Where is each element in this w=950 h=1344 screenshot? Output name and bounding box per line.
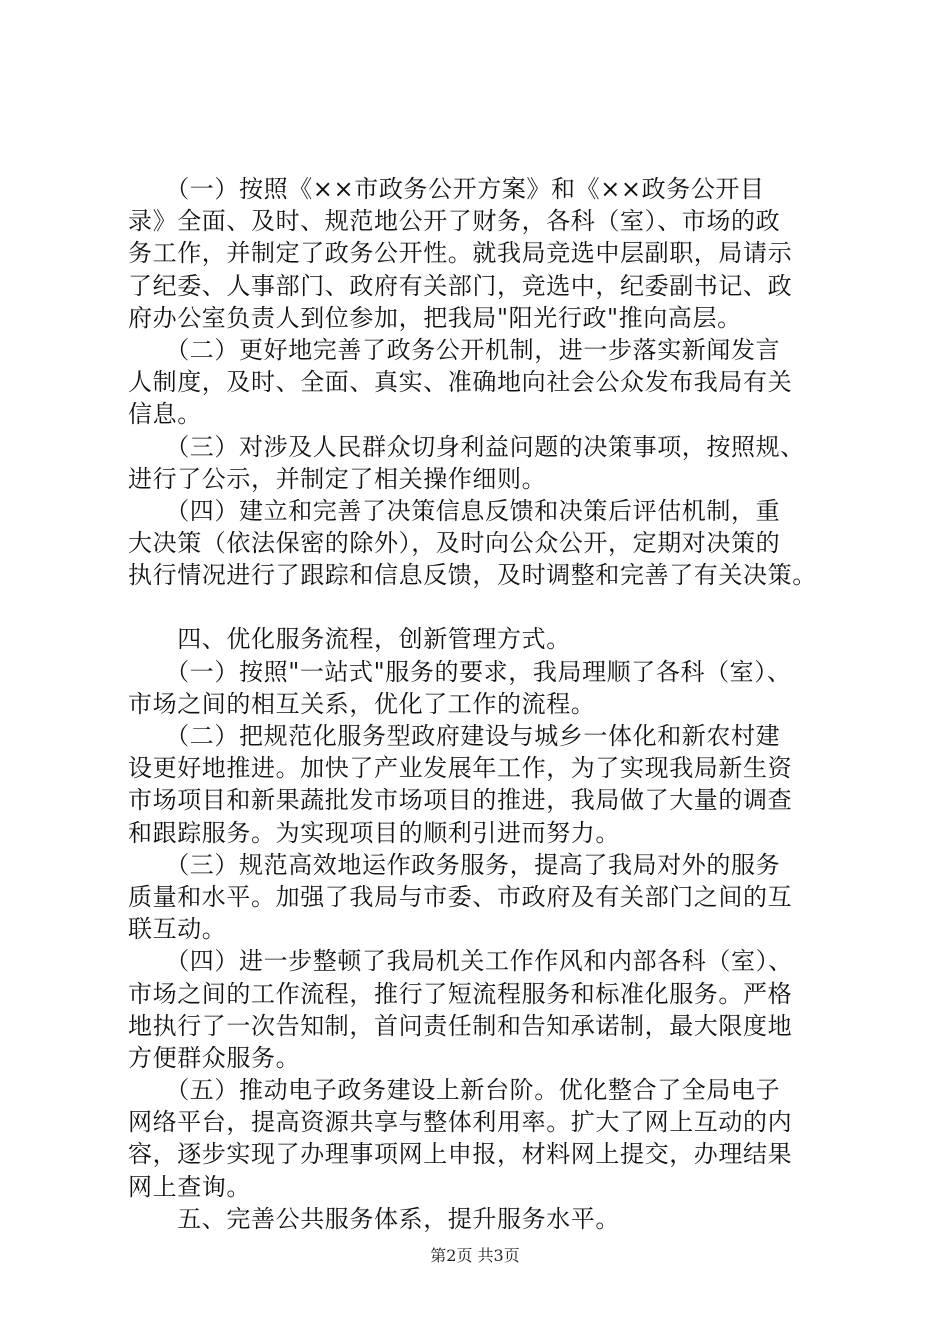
text-line: 和跟踪服务。为实现项目的顺利引进而努力。 bbox=[128, 818, 620, 847]
text-line: 务工作，并制定了政务公开性。就我局竞选中层副职，局请示 bbox=[128, 239, 793, 268]
text-line: （三）对涉及人民群众切身利益问题的决策事项，按照规、 bbox=[128, 432, 805, 461]
text-line: （一）按照"一站式"服务的要求，我局理顺了各科（室）、 bbox=[128, 657, 792, 686]
text-line: 地执行了一次告知制，首问责任制和告知承诺制，最大限度地 bbox=[128, 1011, 793, 1040]
text-line: 人制度，及时、全面、真实、准确地向社会公众发布我局有关 bbox=[128, 368, 793, 397]
text-line: 执行情况进行了跟踪和信息反馈，及时调整和完善了有关决策。 bbox=[128, 561, 817, 590]
text-line: 大决策（依法保密的除外），及时向公众公开，定期对决策的 bbox=[128, 529, 781, 558]
text-line: （四）进一步整顿了我局机关工作作风和内部各科（室）、 bbox=[128, 947, 793, 976]
paragraph-gap bbox=[128, 591, 836, 623]
text-line: 设更好地推进。加快了产业发展年工作，为了实现我局新生资 bbox=[128, 754, 793, 783]
text-line: （二）更好地完善了政务公开机制，进一步落实新闻发言 bbox=[128, 335, 781, 364]
text-line: 方便群众服务。 bbox=[128, 1043, 301, 1072]
text-line: 市场之间的工作流程，推行了短流程服务和标准化服务。严格 bbox=[128, 979, 793, 1008]
text-line: 信息。 bbox=[128, 400, 202, 429]
text-line: 质量和水平。加强了我局与市委、市政府及有关部门之间的互 bbox=[128, 882, 793, 911]
text-line: 五、完善公共服务体系，提升服务水平。 bbox=[128, 1204, 620, 1233]
text-line: 容，逐步实现了办理事项网上申报，材料网上提交，办理结果 bbox=[128, 1140, 793, 1169]
paragraph-block-open-government bbox=[128, 173, 836, 591]
text-line: （一）按照《××市政务公开方案》和《××政务公开目 bbox=[128, 175, 765, 203]
text-line: 录》全面、及时、规范地公开了财务，各科（室）、市场的政 bbox=[128, 207, 781, 236]
text-line: （三）规范高效地运作政务服务，提高了我局对外的服务 bbox=[128, 850, 781, 879]
paragraph-block-service-optimization bbox=[128, 623, 836, 1235]
document-body bbox=[128, 173, 836, 1235]
text-line: 联互动。 bbox=[128, 915, 227, 944]
text-line: 府办公室负责人到位参加，把我局"阳光行政"推向高层。 bbox=[128, 303, 742, 332]
text-line: 市场之间的相互关系，优化了工作的流程。 bbox=[128, 689, 596, 718]
text-line: （二）把规范化服务型政府建设与城乡一体化和新农村建 bbox=[128, 722, 781, 750]
text-line: （五）推动电子政务建设上新台阶。优化整合了全局电子 bbox=[128, 1076, 781, 1105]
text-line: 网络平台，提高资源共享与整体利用率。扩大了网上互动的内 bbox=[128, 1108, 793, 1137]
text-line: 了纪委、人事部门、政府有关部门，竞选中，纪委副书记、政 bbox=[128, 271, 793, 300]
text-line: 四、优化服务流程，创新管理方式。 bbox=[128, 625, 571, 654]
text-line: 网上查询。 bbox=[128, 1172, 251, 1201]
page-footer: 第2页 共3页 bbox=[430, 1246, 520, 1265]
text-line: （四）建立和完善了决策信息反馈和决策后评估机制，重 bbox=[128, 496, 781, 525]
text-line: 进行了公示，并制定了相关操作细则。 bbox=[128, 464, 547, 493]
text-line: 市场项目和新果蔬批发市场项目的推进，我局做了大量的调查 bbox=[128, 786, 793, 815]
